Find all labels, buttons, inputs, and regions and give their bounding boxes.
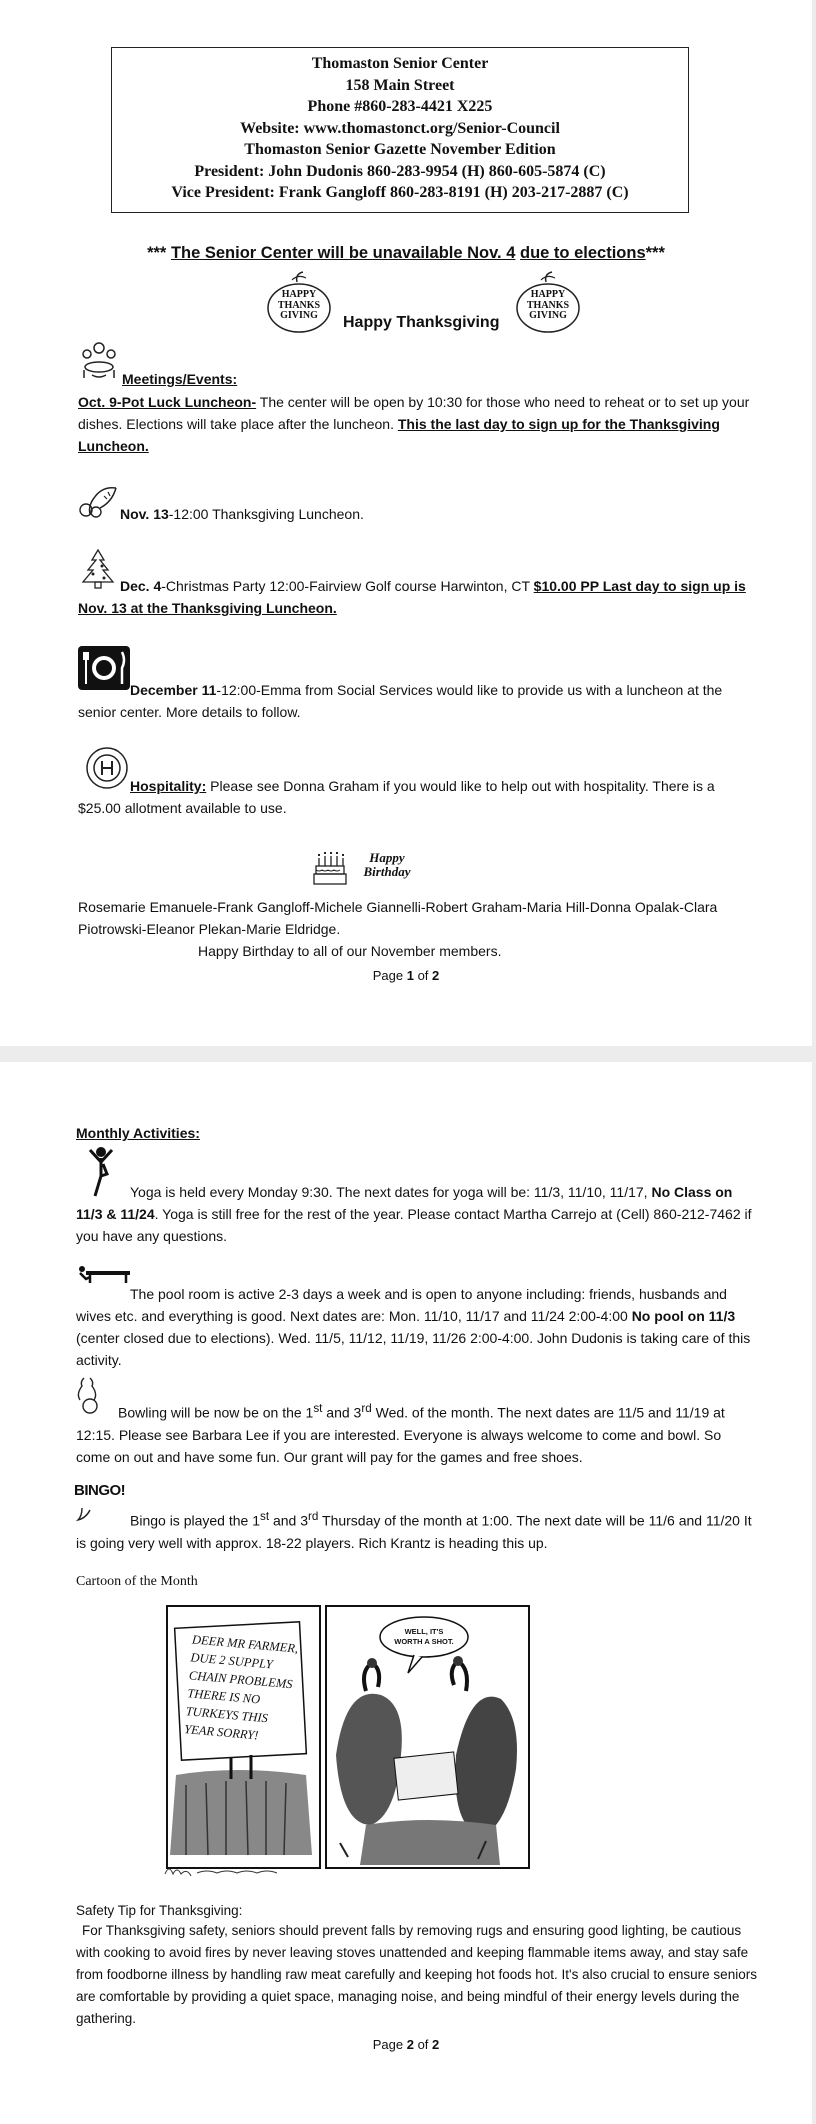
gazette-edition: Thomaston Senior Gazette November Edition	[244, 141, 556, 158]
dec4-event: Dec. 4-Christmas Party 12:00-Fairview Golf course Harwinton, CT $10.00 PP Last day to sign up is Nov. 13 at the Thanksgiving Luncheon.	[78, 578, 746, 616]
president-line: President: John Dudonis 860-283-9954 (H) 860-605-5874 (C)	[194, 162, 606, 180]
pool-activity: The pool room is active 2-3 days a week and is open to anyone including: friends, husbands and wives etc. and everything is good. Next dates are: Mon. 11/10, 11/17 and 11/24 2:00-4:00 No pool on 11/3 (center closed due to elections). Wed. 11/5, 11/12, 11/19, 11/26 2:00-4:00. John Dudonis is taking care of this activity.	[76, 1286, 751, 1368]
safety-tip-heading: Safety Tip for Thanksgiving:	[76, 1903, 243, 1918]
closure-notice: *** The Senior Center will be unavailable Nov. 4 due to elections***	[147, 244, 665, 262]
pumpkin-icon: HAPPY THANKS GIVING	[264, 270, 334, 334]
center-website: Website: www.thomastonct.org/Senior-Council	[240, 119, 560, 137]
cornucopia-icon	[78, 482, 118, 523]
page-2	[0, 1062, 812, 2124]
vice-president-line: Vice President: Frank Gangloff 860-283-8191 (H) 203-217-2887 (C)	[171, 184, 629, 201]
birthday-cake-icon	[313, 848, 347, 891]
cartoon-image	[166, 1605, 530, 1873]
dec11-event: December 11-12:00-Emma from Social Services would like to provide us with a luncheon at the senior center. More details to follow.	[78, 682, 723, 720]
oct9-event: Oct. 9-Pot Luck Luncheon- The center will be open by 10:30 for those who need to reheat or to set up your dishes. Elections will take place after the luncheon. This the last day to sign up for the Thanksgiving Luncheon.	[78, 394, 750, 454]
bowling-activity: Bowling will be now be on the 1st and 3rd Wed. of the month. The next dates are 11/5 and 11/19 at 12:15. Please see Barbara Lee if you are interested. Everyone is always welcome to come and bowl. So come on out and have some fun. Our grant will pay for the games and free shoes.	[76, 1402, 725, 1465]
closure-notice-part1: The Senior Center will be unavailable Nov. 4	[170, 244, 516, 262]
cartoonist-signature	[163, 1864, 283, 1883]
monthly-activities-heading: Monthly Activities:	[76, 1125, 200, 1141]
meeting-group-icon	[78, 340, 120, 385]
birthday-names: Rosemarie Emanuele-Frank Gangloff-Michele Giannelli-Robert Graham-Maria Hill-Donna Opalak-Clara Piotrowski-Eleanor Plekan-Marie Eldridge.	[78, 899, 718, 937]
center-name: Thomaston Senior Center	[311, 55, 489, 72]
page-number: Page 2 of 2	[372, 2037, 440, 2052]
center-address: 158 Main Street	[345, 76, 455, 94]
bingo-speech-icon: BINGO!	[74, 1482, 124, 1522]
safety-tip-text: For Thanksgiving safety, seniors should prevent falls by removing rugs and ensuring good lighting, be cautious with cooking to avoid fires by never leaving stoves unattended and keeping flammable items away, and stay safe from foodborne illness by handling raw meat carefully and keeping hot foods hot. It's also crucial to ensure seniors are comfortable by providing a quiet space, managing noise, and being mindful of their energy levels during the gathering.	[76, 1923, 757, 2026]
header-box	[111, 47, 689, 213]
page-1	[0, 0, 812, 1046]
center-phone: Phone #860-283-4421 X225	[307, 98, 493, 115]
happy-birthday-art: Happy Birthday	[363, 850, 411, 879]
cartoon-speech-bubble: WELL, IT'S WORTH A SHOT.	[394, 1627, 454, 1646]
pumpkin-icon: HAPPY THANKS GIVING	[513, 270, 583, 334]
birthday-message: Happy Birthday to all of our November members.	[198, 943, 502, 959]
meetings-heading: Meetings/Events:	[122, 371, 238, 387]
yoga-activity: Yoga is held every Monday 9:30. The next dates for yoga will be: 11/3, 11/10, 11/17, No Class on 11/3 & 11/24. Yoga is still free for the rest of the year. Please contact Martha Carrejo at (Cell) 860-212-7462 if you have any questions.	[76, 1184, 752, 1244]
cartoon-sign-text: DEER MR FARMER, DUE 2 SUPPLY CHAIN PROBLEMS THERE IS NO TURKEYS THIS YEAR SORRY!	[183, 1632, 299, 1743]
nov13-event: Nov. 13-12:00 Thanksgiving Luncheon.	[120, 506, 364, 522]
closure-notice-part2: due to elections	[520, 244, 646, 262]
hospitality-item: Hospitality: Please see Donna Graham if you would like to help out with hospitality. There is a $25.00 allotment available to use.	[78, 778, 715, 816]
cartoon-heading: Cartoon of the Month	[76, 1574, 198, 1589]
bingo-activity: Bingo is played the 1st and 3rd Thursday of the month at 1:00. The next date will be 11/6 and 11/20 It is going very well with approx. 18-22 players. Rich Krantz is heading this up.	[76, 1510, 752, 1551]
page-number: Page 1 of 2	[372, 968, 440, 983]
happy-thanksgiving-title: Happy Thanksgiving	[343, 314, 500, 331]
